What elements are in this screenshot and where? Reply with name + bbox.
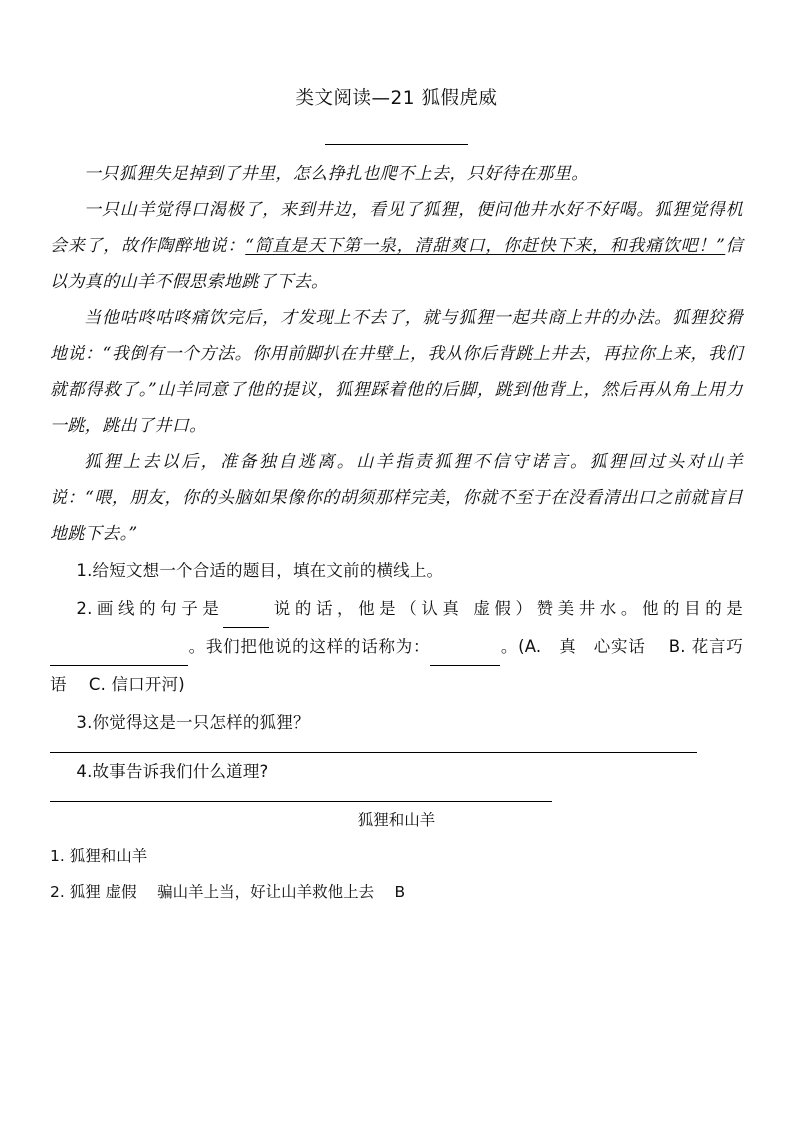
question-2	[50, 590, 743, 704]
question-2-blank-choice[interactable]	[430, 650, 500, 666]
question-2-blank-speaker[interactable]	[223, 612, 269, 628]
question-2-segment-4: 。(A. 真 心实话 B. 花言巧语 C. 信口开河)	[50, 637, 743, 694]
question-1-text: 给短文想一个合适的题目，填在文前的横线上。	[92, 561, 444, 580]
answer-key-section	[50, 802, 743, 910]
question-2-segment-2: 说的话，他是（认真 虚假）赞美井水。他的目的是	[269, 599, 743, 618]
spacer-after-q3	[50, 742, 743, 752]
question-3-text: 你觉得这是一只怎样的狐狸？	[92, 713, 310, 732]
questions-section	[50, 552, 743, 802]
question-4-number: 4.	[76, 762, 93, 781]
question-4	[50, 753, 743, 791]
title-blank-row	[50, 132, 743, 148]
question-2-segment-3: 。我们把他说的这样的话称为：	[188, 637, 431, 656]
question-2-number: 2.	[76, 599, 93, 618]
question-2-blank-purpose[interactable]	[50, 650, 188, 666]
answer-key-item-1: 1. 狐狸和山羊	[50, 847, 148, 865]
article-underlined-sentence: “简直是天下第一泉，清甜爽口，你赶快下来，和我痛饮吧！”	[245, 236, 726, 256]
article-paragraph-3: 当他咕咚咕咚痛饮完后，才发现上不去了，就与狐狸一起共商上井的办法。狐狸狡猾地说：“我倒有一个方法。你用前脚扒在井壁上，我从你后背跳上井去，再拉你上来，我们就都得救了。”山羊同意了他的提议，狐狸踩着他的后脚，跳到他背上，然后再从角上用力一跳，跳出了井口。	[50, 308, 743, 436]
title-answer-blank[interactable]	[325, 132, 468, 145]
article-body	[50, 156, 743, 552]
article-paragraph-4: 狐狸上去以后，准备独自逃离。山羊指责狐狸不信守诺言。狐狸回过头对山羊说：“喂，朋友，你的头脑如果像你的胡须那样完美，你就不至于在没看清出口之前就盲目地跳下去。”	[50, 452, 743, 544]
article-paragraph-2-tail: 信以为真的山羊不假思索地跳了下去。	[50, 236, 743, 292]
page-title: 类文阅读—21 狐假虎威	[295, 88, 498, 109]
question-4-text: 故事告诉我们什么道理?	[92, 762, 269, 781]
article-paragraph-2-lead: 一只山羊觉得口渴极了，来到井边，看见了狐狸，便问他井水好不好喝。狐狸觉得机会来了，故作陶醉地说：	[50, 200, 743, 256]
question-2-segment-1: 画线的句子是	[92, 599, 224, 618]
question-1-number: 1.	[76, 561, 93, 580]
article-paragraph-1: 一只狐狸失足掉到了井里，怎么挣扎也爬不上去，只好待在那里。	[84, 164, 589, 184]
question-1	[50, 552, 743, 590]
spacer-after-q4	[50, 791, 743, 801]
answer-key-item-2: 2. 狐狸 虚假 骗山羊上当，好让山羊救他上去 B	[50, 883, 406, 901]
answer-key-title: 狐狸和山羊	[357, 811, 436, 829]
question-3-number: 3.	[76, 713, 93, 732]
article-paragraph-2	[50, 192, 743, 300]
question-3	[50, 704, 743, 742]
